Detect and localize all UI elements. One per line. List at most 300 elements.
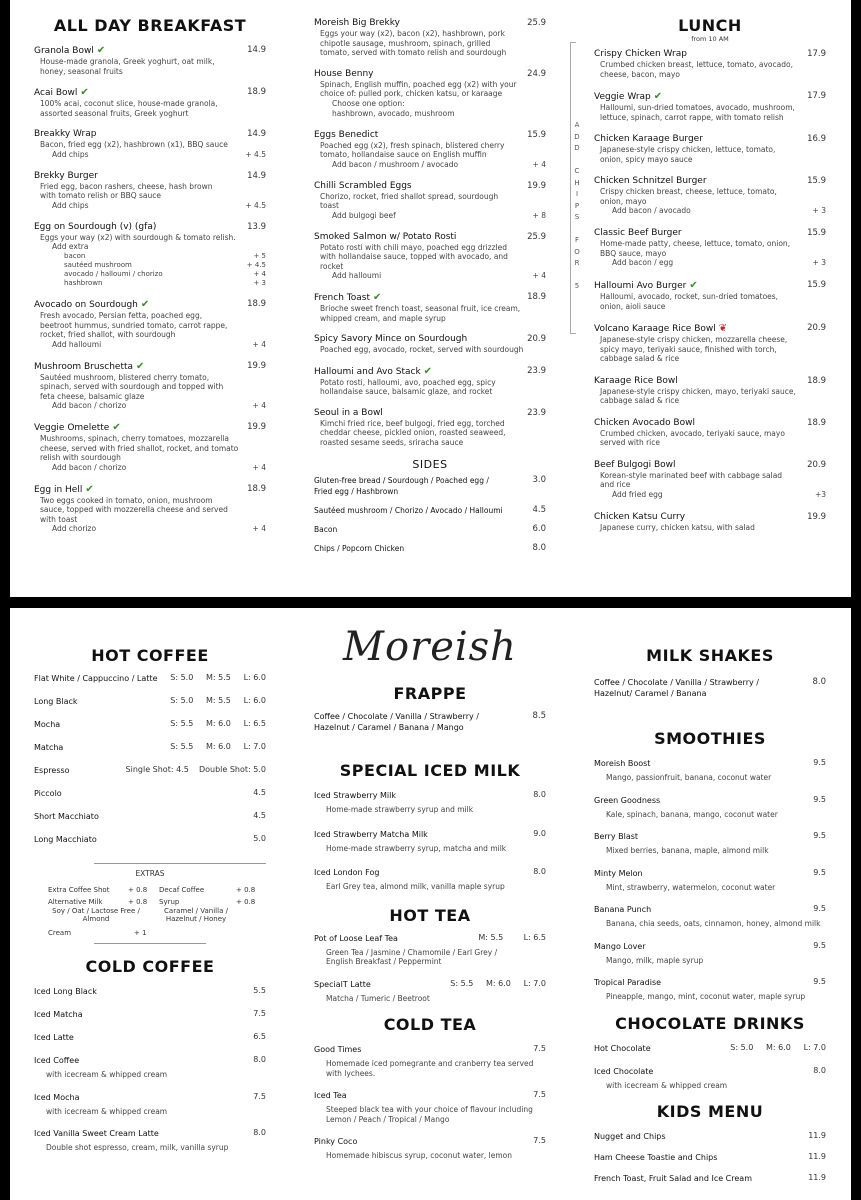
breakfast-list-2 xyxy=(314,18,546,447)
drink-price: 9.5 xyxy=(813,867,826,877)
item-description: Home-made patty, cheese, lettuce, tomato, onion, xyxy=(600,239,791,248)
item-description: Sautéed mushroom, blistered cherry tomato, xyxy=(40,372,210,382)
item-description: Fresh avocado, Persian fetta, poached egg, xyxy=(40,311,203,320)
item-name-text: Egg in Hell xyxy=(34,484,83,495)
drink-price: 11.9 xyxy=(808,1131,826,1140)
drink-item xyxy=(594,868,826,893)
section-title-hot-coffee: HOT COFFEE xyxy=(91,646,209,665)
side-item xyxy=(314,524,546,535)
drink-name: Iced Latte xyxy=(34,1033,74,1042)
item-name-text: Chicken Schnitzel Burger xyxy=(594,176,707,186)
addon-label: Choose one option: xyxy=(332,98,405,108)
menu-item xyxy=(314,130,546,170)
drink-item xyxy=(34,1009,266,1020)
item-description: spinach, served with sourdough and topped with xyxy=(40,382,224,391)
chili-pepper-icon: ❦ xyxy=(718,323,728,334)
item-price: 14.9 xyxy=(247,129,266,139)
drink-name: Long Black xyxy=(34,697,78,706)
item-extra-option xyxy=(34,261,266,270)
item-name-text: Volcano Karaage Rice Bowl xyxy=(594,324,716,334)
item-description: relish with sourdough xyxy=(40,453,121,462)
item-price: 15.9 xyxy=(807,280,826,290)
drink-name: Espresso xyxy=(34,766,70,775)
drink-item xyxy=(594,977,826,1002)
item-description: Chorizo, rocket, fried shallot spread, sourdough xyxy=(320,191,499,201)
item-description: cabbage salad & rice xyxy=(600,354,680,363)
drink-description: English Breakfast / Peppermint xyxy=(326,957,442,966)
menu-item xyxy=(314,18,546,58)
add-chips-letter xyxy=(573,224,581,236)
drink-price: 11.9 xyxy=(808,1152,826,1161)
item-addon xyxy=(34,150,266,160)
item-description: sauce, topped with mozzerella cheese and served xyxy=(40,505,228,514)
item-addon xyxy=(314,99,546,109)
extra-option-label: hashbrown xyxy=(64,279,103,287)
addon-price: + 4 xyxy=(252,524,266,533)
drink-name: Iced Tea xyxy=(314,1091,347,1100)
drink-price: S: 5.0 M: 6.0 L: 7.0 xyxy=(730,1042,826,1052)
drinks-column-3 xyxy=(594,608,826,1200)
drink-item xyxy=(594,1043,826,1054)
drink-name: Mocha xyxy=(34,720,61,729)
item-description: Japanese-style crispy chicken, mozzarella cheese, xyxy=(600,335,788,344)
drink-name: Berry Blast xyxy=(594,832,639,841)
item-description: tomato, served with tomato relish and sourdough xyxy=(320,48,507,57)
drink-item xyxy=(594,1131,826,1142)
drink-name: Iced Long Black xyxy=(34,987,97,996)
item-name-text: Mushroom Bruschetta xyxy=(34,361,134,372)
item-name-text: Crispy Chicken Wrap xyxy=(594,49,687,59)
drink-description: Earl Grey tea, almond milk, vanilla maple syrup xyxy=(326,882,505,891)
add-chips-letter: F xyxy=(574,236,580,244)
item-description: Japanese-style crispy chicken, mayo, teriyaki sauce, xyxy=(600,386,796,396)
item-price: 15.9 xyxy=(807,176,826,186)
section-title-kids: KIDS MENU xyxy=(656,1102,764,1121)
vegetarian-leaf-icon: ✔ xyxy=(373,292,382,303)
add-chips-letter: A xyxy=(574,121,580,129)
drink-price: 8.0 xyxy=(253,1055,266,1064)
drink-name: Iced Matcha xyxy=(34,1010,83,1019)
item-price: 15.9 xyxy=(527,129,546,140)
section-title-smoothies: SMOOTHIES xyxy=(654,729,766,748)
drink-description: Homemade hibiscus syrup, coconut water, lemon xyxy=(326,1151,513,1160)
drink-price: 8.0 xyxy=(813,1065,826,1075)
item-description: Crispy chicken breast, cheese, lettuce, tomato, xyxy=(600,187,777,196)
addon-price: +3 xyxy=(814,489,826,499)
milkshake-price: 8.0 xyxy=(812,677,826,687)
addon-label: Add bulgogi beef xyxy=(332,210,396,220)
item-name-text: Egg on Sourdough (v) (gfa) xyxy=(34,221,157,232)
item-description: feta cheese, balsamic glaze xyxy=(40,391,145,401)
addon-label: Add bacon / avocado xyxy=(612,206,691,215)
item-name-text: Karaage Rice Bowl xyxy=(594,375,678,386)
menu-page-food xyxy=(10,0,851,597)
item-description: Potato rosti with chili mayo, poached egg drizzled xyxy=(320,242,507,252)
drink-name: Iced Chocolate xyxy=(594,1066,654,1076)
item-price: 20.9 xyxy=(807,323,826,333)
item-price: 20.9 xyxy=(807,459,826,470)
drink-name: Iced Mocha xyxy=(34,1092,80,1102)
menu-item xyxy=(34,422,266,473)
vegetarian-leaf-icon: ✔ xyxy=(85,483,94,495)
item-description: onion, spicy mayo sauce xyxy=(600,154,693,164)
extra-cream-price: + 1 xyxy=(134,929,147,937)
item-price: 23.9 xyxy=(527,407,546,418)
drink-price: 4.5 xyxy=(253,811,266,820)
menu-item xyxy=(34,484,266,535)
extra-shot: Extra Coffee Shot xyxy=(48,886,110,894)
milkshake-line-2: Hazelnut/ Caramel / Banana xyxy=(594,689,707,698)
drink-description: Pineapple, mango, mint, coconut water, maple syrup xyxy=(606,992,806,1001)
item-price: 17.9 xyxy=(807,91,826,101)
breakfast-list xyxy=(34,45,266,534)
item-description: Kimchi fried rice, beef bulgogi, fried egg, torched xyxy=(320,418,505,428)
item-price: 19.9 xyxy=(807,511,826,522)
item-name-text: Acai Bowl xyxy=(34,88,78,98)
section-title-cold-coffee: COLD COFFEE xyxy=(85,957,215,976)
menu-item xyxy=(314,292,546,323)
drink-price: S: 5.0 M: 5.5 L: 6.0 xyxy=(170,673,266,682)
drink-description: Home-made strawberry syrup and milk xyxy=(326,805,474,814)
side-price: 8.0 xyxy=(532,543,546,553)
drink-item xyxy=(594,1152,826,1163)
drink-item xyxy=(314,979,546,1004)
addon-price: + 4.5 xyxy=(245,200,266,210)
item-description: Eggs your way (x2), bacon (x2), hashbrown, pork xyxy=(320,29,505,38)
item-extra-option xyxy=(34,279,266,288)
item-description: cheese, served with fried shallot, rocket, and tomato xyxy=(40,443,239,453)
addon-label: Add bacon / mushroom / avocado xyxy=(332,159,459,169)
item-name xyxy=(314,334,546,345)
item-price: 14.9 xyxy=(247,170,266,181)
drink-name: Iced Strawberry Milk xyxy=(314,791,396,800)
vegetarian-leaf-icon: ✔ xyxy=(653,91,663,102)
extra-option-price: + 3 xyxy=(253,279,266,287)
add-chips-letter xyxy=(573,270,581,282)
item-description: Halloumi, sun-dried tomatoes, avocado, mushroom, xyxy=(600,103,795,112)
drink-price: 5.5 xyxy=(253,986,266,995)
drink-item xyxy=(314,790,546,815)
item-description: Crumbed chicken, avocado, teriyaki sauce, mayo xyxy=(600,428,785,438)
item-name-text: Seoul in a Bowl xyxy=(314,407,383,418)
item-description: House-made granola, Greek yoghurt, oat milk, xyxy=(40,57,215,66)
drink-item xyxy=(594,1066,826,1091)
item-name-text: Spicy Savory Mince on Sourdough xyxy=(314,334,468,344)
item-description: chipotle sausage, mushroom, spinach, grilled xyxy=(320,38,491,48)
drink-price: 8.0 xyxy=(533,867,546,876)
side-item xyxy=(314,543,546,554)
item-price: 18.9 xyxy=(247,87,266,97)
frappe-price: 8.5 xyxy=(532,711,546,721)
item-price: 20.9 xyxy=(527,334,546,344)
drinks-column-2 xyxy=(314,608,546,1200)
drink-item xyxy=(314,1090,546,1124)
item-description: Bacon, fried egg (x2), hashbrown (x1), BBQ sauce xyxy=(40,140,228,149)
item-name xyxy=(594,512,826,523)
addon-price: + 3 xyxy=(812,206,826,215)
menu-item xyxy=(594,418,826,448)
item-addon xyxy=(34,524,266,534)
drink-name: Iced Coffee xyxy=(34,1056,80,1065)
drink-price: 4.5 xyxy=(253,788,266,797)
addon-label: Add chips xyxy=(52,149,89,159)
drink-price: 6.5 xyxy=(253,1032,266,1041)
add-chips-letter: S xyxy=(574,213,580,221)
drink-item xyxy=(594,904,826,929)
add-chips-letter: I xyxy=(575,190,579,198)
addon-label: Add halloumi xyxy=(332,271,382,280)
extra-alt-milk-price: + 0.8 xyxy=(128,898,148,906)
extra-decaf-price: + 0.8 xyxy=(236,886,256,894)
vegetarian-leaf-icon: ✔ xyxy=(136,360,145,372)
menu-item xyxy=(34,87,266,118)
item-name xyxy=(34,422,266,434)
sides-list xyxy=(314,475,546,554)
item-price: 19.9 xyxy=(247,360,266,371)
drink-item xyxy=(34,1092,266,1117)
drink-description: Mango, passionfruit, banana, coconut water xyxy=(606,773,772,782)
drink-price: 7.5 xyxy=(533,1090,546,1099)
item-price: 19.9 xyxy=(247,422,266,432)
side-item xyxy=(314,505,546,516)
vegetarian-leaf-icon: ✔ xyxy=(689,280,698,291)
drink-description: Matcha / Tumeric / Beetroot xyxy=(326,993,430,1003)
item-name xyxy=(314,408,546,419)
add-chips-letter: H xyxy=(574,178,580,187)
item-name-text: Halloumi and Avo Stack xyxy=(314,366,421,377)
frappe-item xyxy=(314,711,546,733)
addon-price: + 4 xyxy=(252,339,266,349)
lunch-list xyxy=(594,49,826,532)
item-price: 25.9 xyxy=(527,231,546,242)
item-price: 13.9 xyxy=(247,221,266,232)
item-description: toast xyxy=(320,201,339,210)
item-name xyxy=(34,87,266,99)
addon-price: + 4.5 xyxy=(245,149,266,159)
item-description: Mushrooms, spinach, cherry tomatoes, mozzarella xyxy=(40,434,229,443)
drink-name: Green Goodness xyxy=(594,795,661,805)
item-description: Poached egg (x2), fresh spinach, blistered cherry xyxy=(320,140,505,150)
hot-coffee-list xyxy=(34,673,266,845)
drink-price: M: 5.5 L: 6.5 xyxy=(478,932,546,942)
menu-item xyxy=(34,222,266,289)
item-name xyxy=(34,222,266,233)
drink-name: Matcha xyxy=(34,743,64,752)
item-description: and rice xyxy=(600,480,631,489)
addon-label: Add bacon / chorizo xyxy=(52,462,127,472)
item-name-text: Granola Bowl xyxy=(34,46,94,56)
vegetarian-leaf-icon: ✔ xyxy=(96,45,106,56)
section-title-frappe: FRAPPE xyxy=(393,684,467,703)
side-name: Chips / Popcorn Chicken xyxy=(314,544,405,553)
item-addon xyxy=(34,463,266,473)
item-price: 23.9 xyxy=(527,365,546,376)
drink-price: 9.5 xyxy=(813,904,826,913)
item-price: 18.9 xyxy=(807,417,826,428)
item-name-text: Beef Bulgogi Bowl xyxy=(594,459,676,470)
drink-price: S: 5.5 M: 6.0 L: 7.0 xyxy=(450,978,546,988)
drink-price: S: 5.5 M: 6.0 L: 7.0 xyxy=(170,742,266,751)
drink-name: Tropical Paradise xyxy=(594,978,662,987)
menu-item xyxy=(314,334,546,355)
kids-list xyxy=(594,1131,826,1184)
cold-coffee-list xyxy=(34,986,266,1153)
extra-alt-milk-options: Soy / Oat / Lactose Free / Almond xyxy=(52,907,140,923)
section-title-breakfast: ALL DAY BREAKFAST xyxy=(53,16,247,35)
item-name xyxy=(314,232,546,243)
drink-price: Single Shot: 4.5 Double Shot: 5.0 xyxy=(125,765,266,774)
item-name-text: Halloumi Avo Burger xyxy=(594,281,687,291)
drink-description: Kale, spinach, banana, mango, coconut water xyxy=(606,809,778,819)
item-description: tomato, hollandaise sauce on English muffin xyxy=(320,150,487,159)
menu-item xyxy=(594,376,826,406)
vegetarian-leaf-icon: ✔ xyxy=(112,422,121,433)
drink-name: Banana Punch xyxy=(594,905,652,914)
item-name-text: Chicken Avocado Bowl xyxy=(594,417,695,428)
item-price: 15.9 xyxy=(807,228,826,238)
menu-item xyxy=(34,171,266,211)
item-description: rocket, fried shallot, with sourdough xyxy=(40,330,176,339)
extras-box xyxy=(34,857,266,943)
item-description: Fried egg, bacon rashers, cheese, hash brown xyxy=(40,181,213,191)
addon-label: Add chorizo xyxy=(52,524,97,533)
item-name xyxy=(594,49,826,60)
drink-item xyxy=(594,831,826,856)
item-description: Potato rosti, halloumi, avo, poached egg, spicy xyxy=(320,377,496,387)
drink-price: 9.5 xyxy=(813,758,826,767)
extra-syrup: Syrup xyxy=(159,898,180,906)
item-name xyxy=(594,228,826,239)
item-price: 14.9 xyxy=(247,45,266,55)
drink-item xyxy=(594,758,826,783)
section-title-milkshakes: MILK SHAKES xyxy=(646,646,774,665)
item-addon xyxy=(314,160,546,170)
drink-description: Green Tea / Jasmine / Chamomile / Earl Grey / xyxy=(326,947,498,957)
item-name xyxy=(314,292,546,304)
drink-item xyxy=(314,867,546,892)
addon-price: + 4 xyxy=(252,462,266,472)
addon-label: Add bacon / egg xyxy=(612,258,674,267)
menu-item xyxy=(314,408,546,448)
drink-description: with icecream & whipped cream xyxy=(606,1080,728,1090)
extra-syrup-options: Caramel / Vanilla / Hazelnut / Honey xyxy=(164,907,228,923)
menu-item xyxy=(314,69,546,119)
drink-item xyxy=(34,811,266,822)
drink-item xyxy=(594,795,826,820)
milkshake-item xyxy=(594,677,826,699)
item-name-text: Chicken Karaage Burger xyxy=(594,134,703,144)
item-name xyxy=(594,460,826,471)
drink-description: Mixed berries, banana, maple, almond milk xyxy=(606,846,769,855)
drink-price: 8.0 xyxy=(253,1128,266,1137)
item-name xyxy=(34,171,266,182)
menu-item xyxy=(594,176,826,216)
menu-item xyxy=(314,181,546,221)
item-description: honey, seasonal fruits xyxy=(40,66,123,76)
side-name: Bacon xyxy=(314,525,338,534)
add-chips-letter: C xyxy=(574,167,580,175)
menu-item xyxy=(594,323,826,364)
item-price: 24.9 xyxy=(527,68,546,79)
extra-option-label: sautéed mushroom xyxy=(64,261,132,269)
extras-divider xyxy=(94,863,266,864)
item-description: served with rice xyxy=(600,438,661,447)
item-description: with hollandaise sauce, topped with avocado, and xyxy=(320,252,508,261)
item-name-text: Moreish Big Brekky xyxy=(314,18,400,28)
breakfast-column xyxy=(34,0,266,597)
drink-item xyxy=(34,788,266,799)
menu-item xyxy=(34,299,266,350)
item-description: Eggs your way (x2) with sourdough & tomato relish. xyxy=(40,232,236,242)
frappe-line-2: Hazelnut / Caramel / Banana / Mango xyxy=(314,723,464,732)
addon-label: Add extra xyxy=(52,242,89,251)
extras-title: EXTRAS xyxy=(135,869,165,878)
drink-name: Iced Vanilla Sweet Cream Latte xyxy=(34,1129,159,1138)
item-addon xyxy=(594,490,826,500)
item-name-text: Veggie Wrap xyxy=(594,92,651,102)
item-name xyxy=(34,299,266,311)
item-name xyxy=(314,366,546,378)
item-description: Two eggs cooked in tomato, onion, mushroom xyxy=(40,495,213,505)
drink-item xyxy=(314,1136,546,1161)
item-description: 100% acai, coconut slice, house-made granola, xyxy=(40,99,218,108)
item-price: 16.9 xyxy=(807,134,826,144)
item-price: 18.9 xyxy=(247,483,266,494)
item-description: Poached egg, avocado, rocket, served with sourdough xyxy=(320,345,524,354)
drink-description: Mint, strawberry, watermelon, coconut water xyxy=(606,882,776,892)
item-description: Spinach, English muffin, poached egg (x2) with your xyxy=(320,79,517,89)
item-name xyxy=(594,280,826,292)
item-addon xyxy=(34,340,266,350)
drink-description: Lemon / Peach / Tropical / Mango xyxy=(326,1114,450,1124)
drink-item xyxy=(34,986,266,997)
add-chips-letter: P xyxy=(574,201,580,210)
add-chips-letter xyxy=(573,155,581,167)
addon-label: Add bacon / chorizo xyxy=(52,401,127,410)
extra-option-label: bacon xyxy=(64,252,86,260)
item-name xyxy=(34,361,266,373)
item-addon xyxy=(594,206,826,216)
drink-item xyxy=(594,941,826,966)
item-description: choice of: pulled pork, chicken katsu, or karaage xyxy=(320,89,503,98)
frappe-line-1: Coffee / Chocolate / Vanilla / Strawberry / xyxy=(314,712,479,721)
item-name xyxy=(594,323,826,335)
drink-item xyxy=(34,765,266,776)
add-chips-vertical-text xyxy=(573,120,581,293)
item-price: 19.9 xyxy=(527,180,546,191)
menu-item xyxy=(594,134,826,164)
drink-name: French Toast, Fruit Salad and Ice Cream xyxy=(594,1174,752,1183)
drink-item xyxy=(34,719,266,730)
item-name-text: Avocado on Sourdough xyxy=(34,300,138,310)
item-name xyxy=(34,45,266,57)
item-description: cheese, bacon, mayo xyxy=(600,69,680,79)
moreish-logo: Moreish xyxy=(343,624,517,670)
item-name-text: Brekky Burger xyxy=(34,170,98,181)
item-price: 18.9 xyxy=(807,375,826,386)
item-addon xyxy=(34,242,266,252)
drink-name: Piccolo xyxy=(34,789,62,798)
drink-description: Double shot espresso, cream, milk, vanilla syrup xyxy=(46,1143,229,1152)
add-chips-letter: D xyxy=(574,132,580,141)
item-name-text: Breakky Wrap xyxy=(34,129,97,139)
extra-cream: Cream xyxy=(48,929,72,937)
item-description: with toast xyxy=(40,514,78,524)
drink-name: Nugget and Chips xyxy=(594,1132,666,1141)
menu-item xyxy=(594,228,826,268)
vegetarian-leaf-icon: ✔ xyxy=(80,87,89,98)
section-title-hot-tea: HOT TEA xyxy=(389,905,471,925)
